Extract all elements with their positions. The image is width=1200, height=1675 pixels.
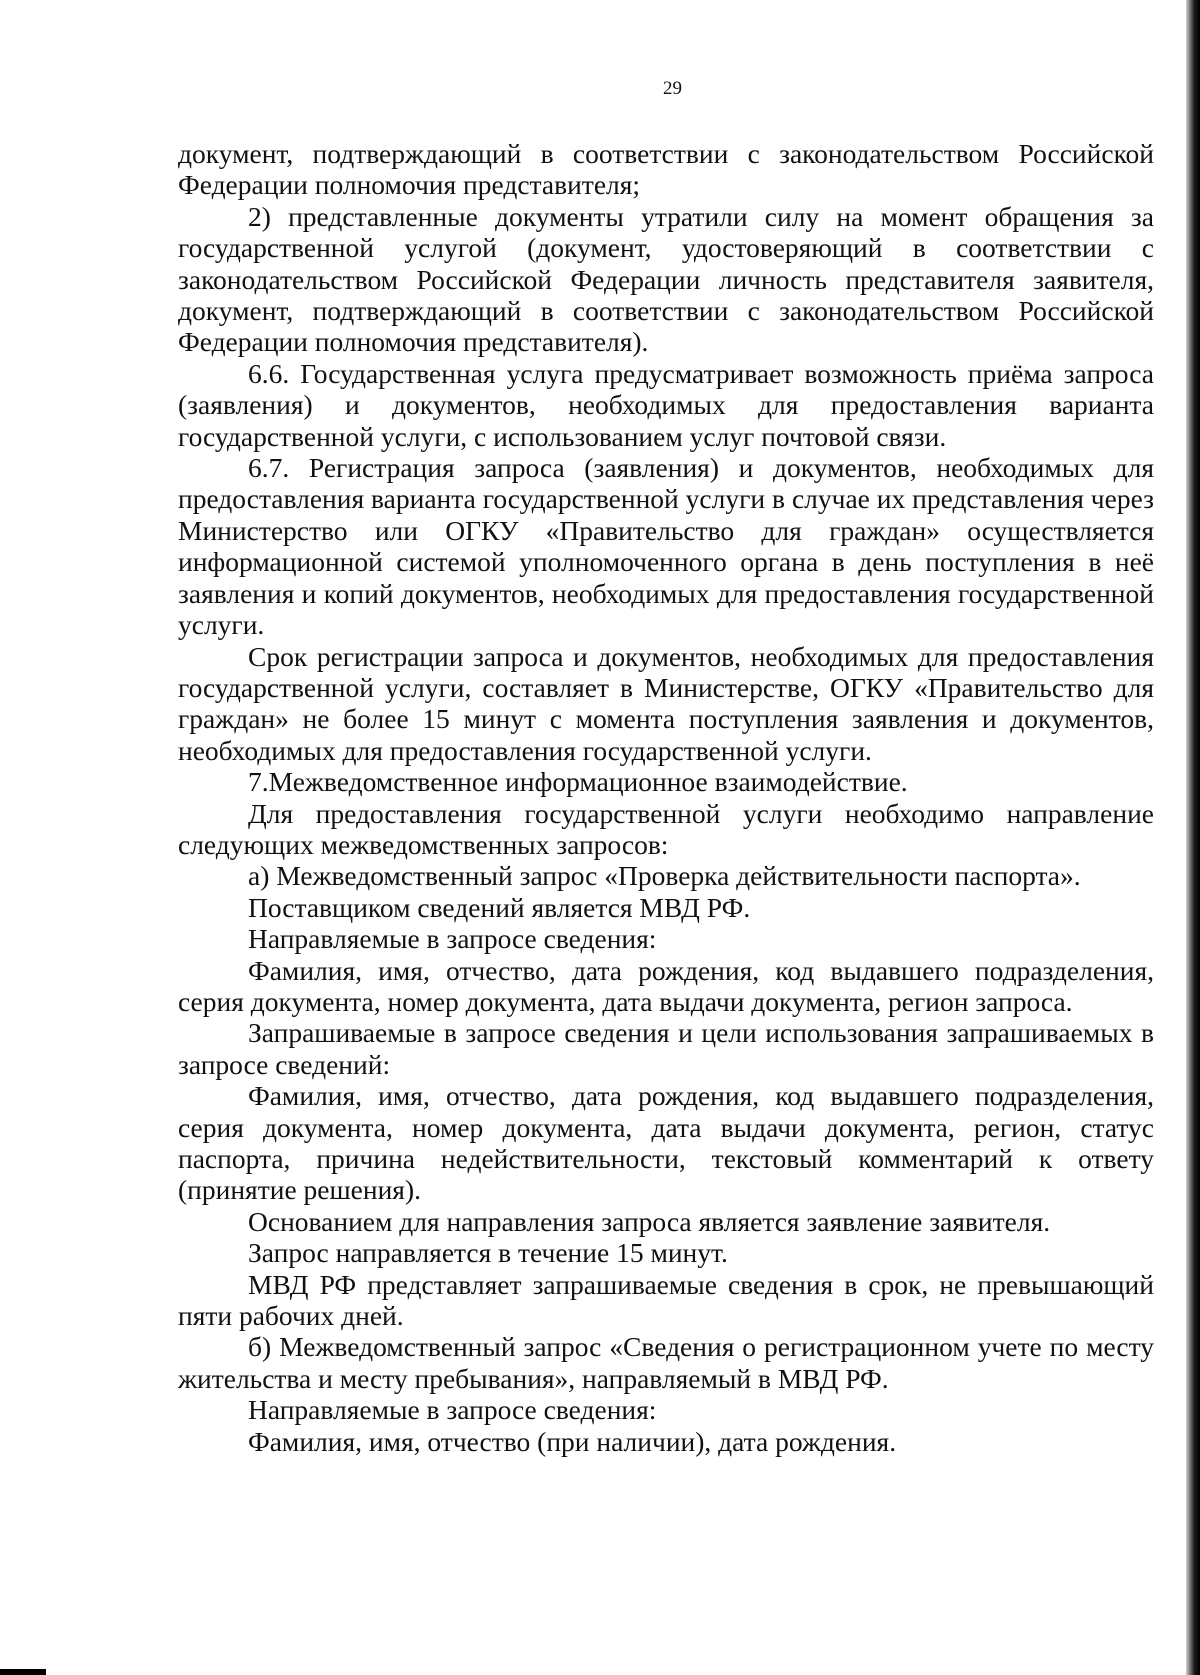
scan-edge-bottom-left bbox=[0, 1669, 46, 1675]
scan-edge-right bbox=[1186, 0, 1200, 1675]
paragraph: Срок регистрации запроса и документов, необходимых для предоставления государственной услуги, составляет в Министерстве, ОГКУ «Правительство для граждан» не более 15 минут с момента поступления заявления и документов, необходимых для предоставления государственной услуги. bbox=[178, 640, 1154, 766]
paragraph: Запрос направляется в течение 15 минут. bbox=[248, 1237, 728, 1269]
section-heading: 7.Межведомственное информационное взаимодействие. bbox=[248, 766, 908, 798]
paragraph: а) Межведомственный запрос «Проверка действительности паспорта». bbox=[248, 860, 1081, 892]
paragraph: Основанием для направления запроса является заявление заявителя. bbox=[248, 1205, 1051, 1237]
paragraph: Для предоставления государственной услуги необходимо направление следующих межведомственных запросов: bbox=[178, 797, 1154, 860]
paragraph: Поставщиком сведений является МВД РФ. bbox=[248, 891, 751, 923]
page-number: 29 bbox=[663, 78, 682, 99]
paragraph: Запрашиваемые в запросе сведения и цели использования запрашиваемых в запросе сведений: bbox=[178, 1017, 1154, 1080]
paragraph: Фамилия, имя, отчество, дата рождения, код выдавшего подразделения, серия документа, номер документа, дата выдачи документа, регион, статус паспорта, причина недействительности, текстовый комментарий к ответу (принятие решения). bbox=[178, 1080, 1154, 1206]
paragraph: Направляемые в запросе сведения: bbox=[248, 923, 657, 955]
paragraph: 6.7. Регистрация запроса (заявления) и документов, необходимых для предоставления варианта государственной услуги в случае их представления через Министерство или ОГКУ «Правительство для граждан» осуществляется информационной системой уполномоченного органа в день поступления в неё заявления и копий документов, необходимых для предоставления государственной услуги. bbox=[178, 452, 1154, 641]
paragraph: б) Межведомственный запрос «Сведения о регистрационном учете по месту жительства и месту пребывания», направляемый в МВД РФ. bbox=[178, 1331, 1154, 1394]
paragraph: Фамилия, имя, отчество, дата рождения, код выдавшего подразделения, серия документа, номер документа, дата выдачи документа, регион запроса. bbox=[178, 954, 1154, 1017]
paragraph: Фамилия, имя, отчество (при наличии), дата рождения. bbox=[248, 1425, 897, 1457]
paragraph: 2) представленные документы утратили силу на момент обращения за государственной услугой (документ, удостоверяющий в соответствии с законодательством Российской Федерации личность представителя заявителя, документ, подтверждающий в соответствии с законодательством Российской Федерации полномочия представителя). bbox=[178, 200, 1154, 358]
paragraph: Направляемые в запросе сведения: bbox=[248, 1394, 657, 1426]
document-body bbox=[178, 138, 1154, 1457]
paragraph: документ, подтверждающий в соответствии с законодательством Российской Федерации полномочия представителя; bbox=[178, 138, 1154, 201]
paragraph: 6.6. Государственная услуга предусматривает возможность приёма запроса (заявления) и документов, необходимых для предоставления варианта государственной услуги, с использованием услуг почтовой связи. bbox=[178, 357, 1154, 452]
paragraph: МВД РФ представляет запрашиваемые сведения в срок, не превышающий пяти рабочих дней. bbox=[178, 1268, 1154, 1332]
